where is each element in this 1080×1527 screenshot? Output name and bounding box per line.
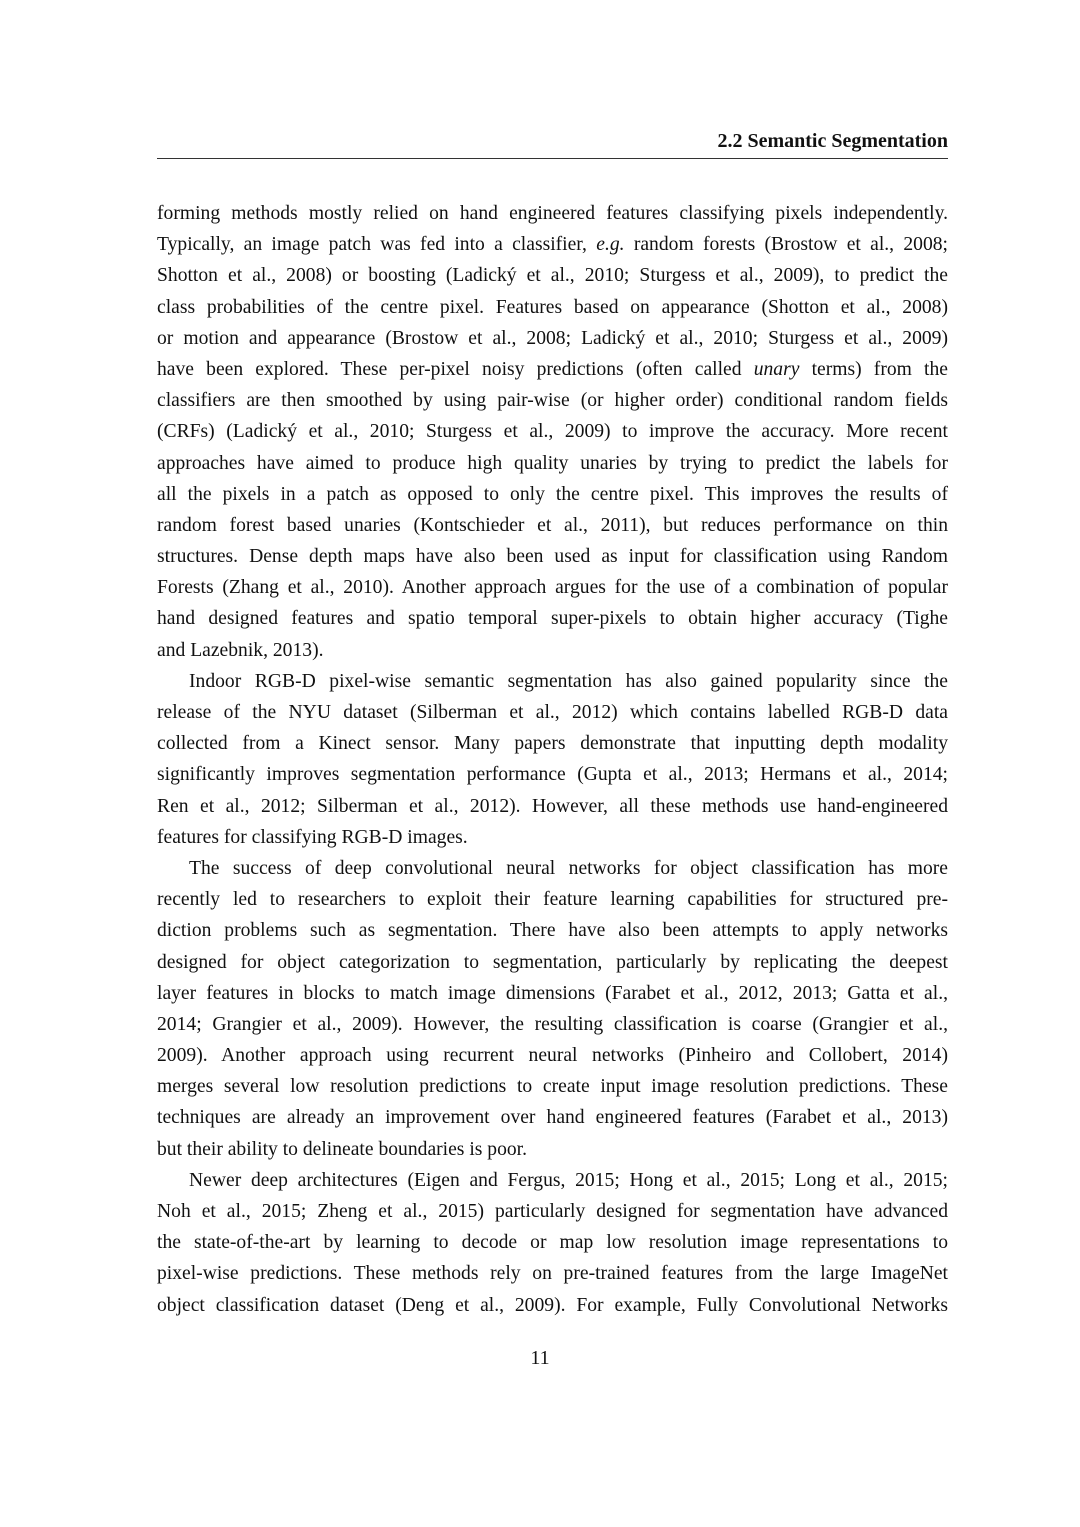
text-span: 2014; Grangier et al., 2009). However, the resulting classification is coarse (Grangier et al.,: [157, 1013, 948, 1035]
text-span: significantly improves segmentation performance (Gupta et al., 2013; Hermans et al., 2014;: [157, 764, 948, 786]
text-line: [157, 1071, 948, 1102]
text-line: [157, 1009, 948, 1040]
text-span: designed for object categorization to segmentation, particularly by replicating the deepest: [157, 951, 948, 973]
text-line: [157, 1290, 948, 1321]
header-rule: [157, 158, 948, 159]
text-line: [157, 354, 948, 385]
text-line: [157, 1134, 948, 1165]
text-span: hand designed features and spatio temporal super-pixels to obtain higher accuracy (Tighe: [157, 608, 948, 630]
text-line: [157, 1196, 948, 1227]
text-line: [157, 728, 948, 759]
text-span: The success of deep convolutional neural networks for object classification has more: [189, 857, 948, 879]
text-line: [157, 229, 948, 260]
text-span: object classification dataset (Deng et al., 2009). For example, Fully Convolutional Networks: [157, 1294, 948, 1316]
text-line: [157, 1258, 948, 1289]
text-line: [157, 479, 948, 510]
text-span: Indoor RGB-D pixel-wise semantic segmentation has also gained popularity since the: [189, 670, 948, 692]
text-span: classifiers are then smoothed by using pair-wise (or higher order) conditional random fields: [157, 390, 948, 412]
text-span: or motion and appearance (Brostow et al., 2008; Ladický et al., 2010; Sturgess et al., 2009): [157, 327, 948, 349]
text-span: recently led to researchers to exploit their feature learning capabilities for structured pre-: [157, 889, 948, 911]
text-line: [157, 572, 948, 603]
text-span: Shotton et al., 2008) or boosting (Ladický et al., 2010; Sturgess et al., 2009), to predict the: [157, 265, 948, 287]
text-line: [157, 292, 948, 323]
text-line: [157, 853, 948, 884]
text-span: the state-of-the-art by learning to decode or map low resolution image representations to: [157, 1232, 948, 1254]
text-line: [157, 416, 948, 447]
text-line: [157, 603, 948, 634]
text-line: [157, 323, 948, 354]
text-span: approaches have aimed to produce high quality unaries by trying to predict the labels for: [157, 452, 948, 474]
text-span: and Lazebnik, 2013).: [157, 639, 324, 661]
text-span: have been explored. These per-pixel noisy predictions (often called: [157, 358, 754, 380]
text-span: release of the NYU dataset (Silberman et al., 2012) which contains labelled RGB-D data: [157, 702, 948, 723]
text-span: random forests (Brostow et al., 2008;: [624, 234, 949, 256]
text-line: [157, 448, 948, 479]
text-line: [157, 385, 948, 416]
text-span: forming methods mostly relied on hand engineered features classifying pixels independently.: [157, 203, 948, 224]
text-span: random forest based unaries (Kontschieder et al., 2011), but reduces performance on thin: [157, 514, 948, 536]
text-span: Ren et al., 2012; Silberman et al., 2012). However, all these methods use hand-engineered: [157, 795, 948, 817]
body-text: [157, 198, 948, 1321]
text-span: Forests (Zhang et al., 2010). Another approach argues for the use of a combination of popular: [157, 577, 948, 599]
text-span: Typically, an image patch was fed into a classifier,: [157, 234, 597, 256]
text-line: [157, 666, 948, 697]
text-line: [157, 1040, 948, 1071]
text-line: [157, 260, 948, 291]
text-line: [157, 198, 948, 229]
text-span: class probabilities of the centre pixel. Features based on appearance (Shotton et al., 2008): [157, 296, 948, 318]
text-line: [157, 1165, 948, 1196]
running-header: 2.2 Semantic Segmentation: [717, 130, 948, 152]
text-line: [157, 947, 948, 978]
text-line: [157, 635, 948, 666]
text-span: pixel-wise predictions. These methods rely on pre-trained features from the large ImageNet: [157, 1263, 948, 1285]
italic-text: e.g.: [596, 234, 625, 256]
text-line: [157, 884, 948, 915]
paragraph: [157, 666, 948, 853]
text-line: [157, 1102, 948, 1133]
page-number: 11: [530, 1347, 550, 1369]
text-span: diction problems such as segmentation. There have also been attempts to apply networks: [157, 920, 948, 942]
paragraph: [157, 198, 948, 666]
paragraph: [157, 853, 948, 1165]
italic-text: unary: [753, 358, 800, 380]
text-line: [157, 697, 948, 728]
text-span: (CRFs) (Ladický et al., 2010; Sturgess et al., 2009) to improve the accuracy. More recent: [157, 421, 948, 443]
text-span: techniques are already an improvement over hand engineered features (Farabet et al., 2013): [157, 1107, 948, 1129]
text-line: [157, 791, 948, 822]
text-line: [157, 759, 948, 790]
text-span: 2009). Another approach using recurrent neural networks (Pinheiro and Collobert, 2014): [157, 1045, 948, 1067]
text-span: merges several low resolution predictions to create input image resolution predictions. These: [157, 1076, 948, 1098]
text-span: Noh et al., 2015; Zheng et al., 2015) particularly designed for segmentation have advanced: [157, 1201, 948, 1222]
paragraph: [157, 1165, 948, 1321]
text-line: [157, 915, 948, 946]
text-span: features for classifying RGB-D images.: [157, 826, 468, 848]
text-line: [157, 1227, 948, 1258]
text-span: Newer deep architectures (Eigen and Fergus, 2015; Hong et al., 2015; Long et al., 2015;: [189, 1169, 948, 1191]
text-line: [157, 822, 948, 853]
text-line: [157, 541, 948, 572]
text-span: all the pixels in a patch as opposed to only the centre pixel. This improves the results of: [157, 483, 948, 505]
text-line: [157, 978, 948, 1009]
text-span: structures. Dense depth maps have also been used as input for classification using Random: [157, 546, 948, 568]
text-span: collected from a Kinect sensor. Many papers demonstrate that inputting depth modality: [157, 733, 948, 755]
text-span: terms) from the: [799, 358, 948, 380]
text-span: layer features in blocks to match image dimensions (Farabet et al., 2012, 2013; Gatta et al.,: [157, 982, 948, 1004]
text-line: [157, 510, 948, 541]
text-span: but their ability to delineate boundaries is poor.: [157, 1138, 528, 1160]
